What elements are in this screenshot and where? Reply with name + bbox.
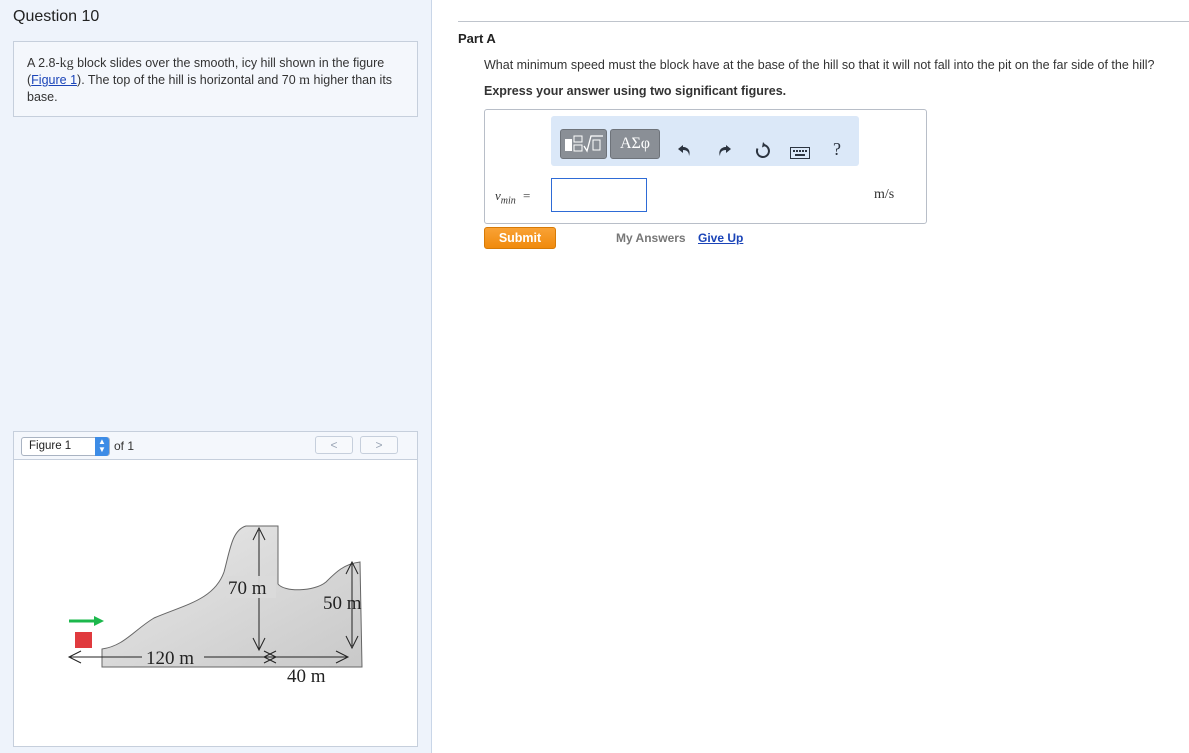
variable-symbol: v [495, 188, 501, 203]
divider [458, 21, 1189, 22]
problem-text-4: higher than its base. [27, 73, 393, 104]
problem-open-paren: ( [27, 73, 32, 87]
figure-area [13, 460, 418, 747]
part-question: What minimum speed must the block have at the base of the hill so that it will not fall into the pit on the far side of the hill? [484, 58, 1155, 72]
problem-unit-kg: kg [59, 56, 74, 71]
help-button[interactable]: ? [833, 139, 841, 159]
chevron-updown-icon: ▲ ▼ [95, 437, 109, 456]
question-title: Question 10 [13, 8, 100, 25]
velocity-arrow-head [94, 616, 104, 626]
problem-close-paren: ) [77, 73, 82, 87]
figure-select[interactable] [21, 437, 110, 456]
figure-count: of 1 [114, 439, 135, 453]
next-figure-button[interactable]: > [360, 436, 398, 454]
unit-label: m/s [874, 187, 895, 202]
problem-statement [13, 41, 418, 117]
figure-select-value: Figure 1 [29, 440, 72, 452]
redo-icon[interactable] [716, 142, 732, 158]
problem-text-1: A 2.8- [27, 56, 60, 70]
question-pane [0, 0, 432, 753]
answer-box [484, 109, 927, 224]
part-instruction: Express your answer using two significant figures. [484, 84, 787, 98]
label-120m: 120 m [146, 648, 195, 669]
templates-button[interactable] [560, 129, 607, 159]
variable-label [495, 188, 530, 207]
answer-pane [432, 0, 1189, 753]
label-50m: 50 m [323, 593, 362, 614]
keyboard-icon[interactable] [790, 147, 810, 159]
equals-sign: = [523, 188, 531, 203]
problem-text-3: . The top of the hill is horizontal and 70 [81, 73, 300, 87]
problem-unit-m: m [299, 73, 311, 88]
prev-figure-button[interactable]: < [315, 436, 353, 454]
my-answers-label: My Answers [616, 231, 686, 245]
reset-icon[interactable] [754, 142, 772, 160]
templates-icon [561, 130, 606, 158]
label-40m: 40 m [287, 666, 326, 687]
undo-icon[interactable] [677, 142, 693, 158]
math-toolbar [551, 116, 859, 166]
part-title: Part A [458, 31, 496, 46]
hill-figure [14, 460, 419, 747]
figure-link[interactable]: Figure 1 [31, 73, 78, 87]
figure-toolbar [13, 431, 418, 460]
submit-button[interactable]: Submit [484, 227, 556, 249]
block [75, 632, 92, 648]
variable-subscript: min [500, 195, 516, 207]
problem-text-2: block slides over the smooth, icy hill shown in the figure [73, 56, 385, 70]
symbols-button[interactable]: ΑΣφ [610, 129, 660, 159]
answer-input[interactable] [551, 178, 647, 212]
label-70m: 70 m [228, 578, 267, 599]
give-up-link[interactable]: Give Up [698, 231, 744, 245]
